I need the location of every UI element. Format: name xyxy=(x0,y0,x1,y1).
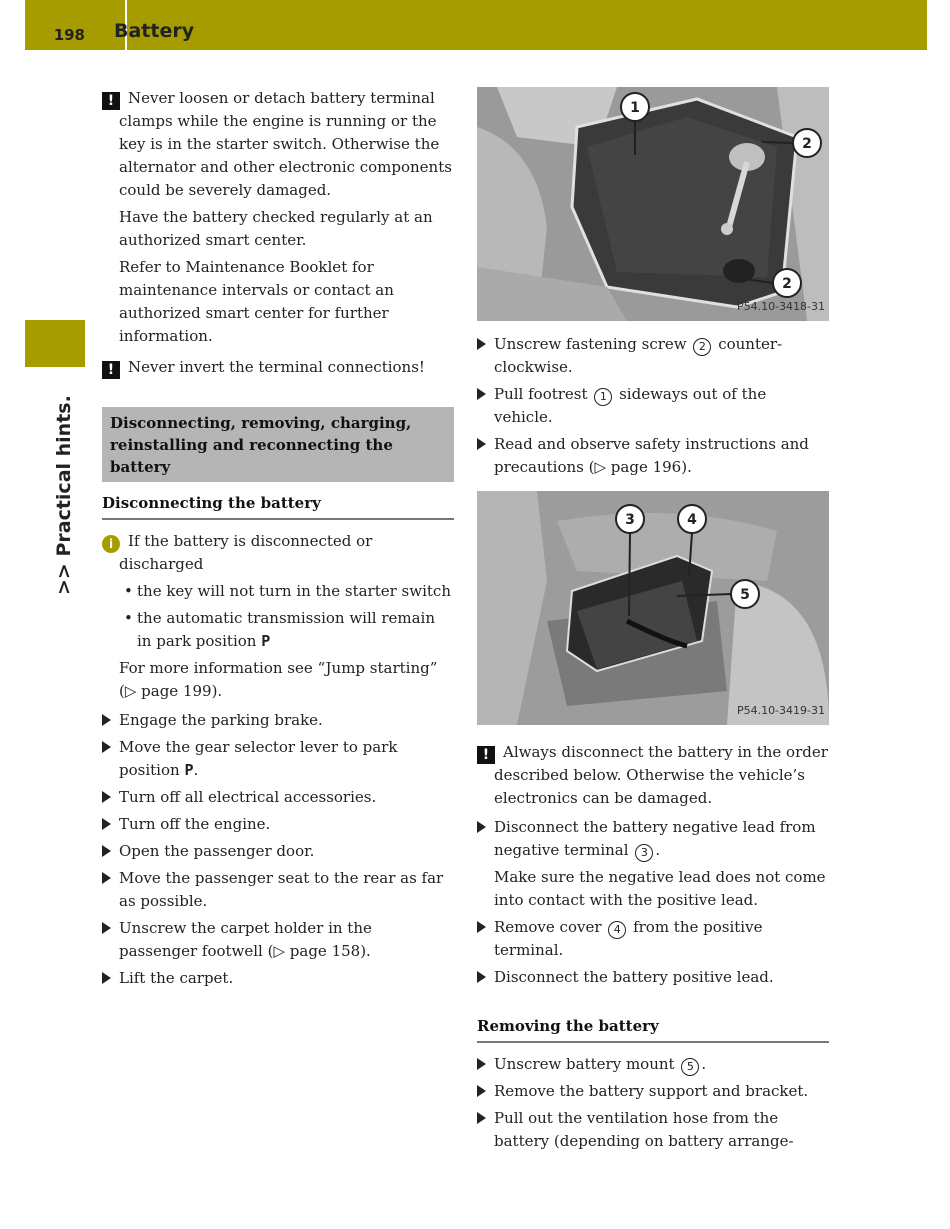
callout-ref: 4 xyxy=(608,921,626,939)
step-text: Remove the battery support and bracket. xyxy=(494,1082,809,1100)
step-item xyxy=(102,813,454,836)
step-arrow-icon xyxy=(102,845,111,857)
step-text: counter-clockwise. xyxy=(494,335,783,376)
paragraph: Refer to Maintenance Booklet for maintenance intervals or contact an authorized smart center for further information. xyxy=(119,258,394,345)
callout-4: 4 xyxy=(687,512,697,528)
step-item xyxy=(477,1053,829,1076)
bullet-list xyxy=(102,580,454,653)
step-arrow-icon xyxy=(102,791,111,803)
step-item xyxy=(102,840,454,863)
warning-text: Never loosen or detach battery terminal clamps while the engine is running or the key is in the starter switch. Otherwise the alternator and other electronic components could be severely damaged. xyxy=(119,89,452,199)
page-title: Battery xyxy=(114,20,195,42)
step-text: Turn off all electrical accessories. xyxy=(119,788,377,806)
subsection-heading: Removing the battery xyxy=(477,1015,829,1043)
chapter-tab-label: >> Practical hints. xyxy=(53,395,75,595)
warning-note xyxy=(102,356,454,379)
step-text: Move the gear selector lever to park position xyxy=(119,738,398,779)
step-item xyxy=(477,916,829,962)
step-item xyxy=(477,383,829,429)
info-note xyxy=(102,530,454,576)
step-item xyxy=(477,816,829,862)
step-arrow-icon xyxy=(102,872,111,884)
step-item xyxy=(477,333,829,379)
step-text: from the positive terminal. xyxy=(494,918,763,959)
callout-ref: 2 xyxy=(693,338,711,356)
step-text: . xyxy=(193,761,199,779)
step-text: . xyxy=(701,1055,707,1073)
park-letter: P xyxy=(184,761,194,779)
warning-note xyxy=(102,87,454,202)
image-code: P54.10-3418-31 xyxy=(736,300,825,313)
step-item xyxy=(102,917,454,963)
step-arrow-icon xyxy=(477,438,486,450)
step-item xyxy=(102,967,454,990)
warning-icon: ! xyxy=(102,361,120,379)
callout-1: 1 xyxy=(630,100,640,116)
list-item: • the key will not turn in the starter switch xyxy=(124,582,451,600)
step-item xyxy=(477,1107,829,1153)
footrest-photo xyxy=(477,87,829,321)
left-column xyxy=(102,87,454,994)
step-text: Move the passenger seat to the rear as far as possible. xyxy=(119,869,444,910)
step-text: Turn off the engine. xyxy=(119,815,271,833)
paragraph: Make sure the negative lead does not come into contact with the positive lead. xyxy=(494,868,826,909)
paragraph: For more information see “Jump starting” (▷ page 199). xyxy=(119,659,438,700)
callout-ref: 3 xyxy=(635,844,653,862)
step-arrow-icon xyxy=(477,388,486,400)
info-text: If the battery is disconnected or discharged xyxy=(119,532,373,573)
step-text: Pull footrest xyxy=(494,385,588,403)
subsection-heading: Disconnecting the battery xyxy=(102,492,454,520)
step-text: Unscrew the carpet holder in the passenger footwell (▷ page 158). xyxy=(119,919,372,960)
right-column xyxy=(477,87,829,1157)
step-list xyxy=(102,709,454,990)
step-list xyxy=(477,333,829,479)
list-item-text: the automatic transmission will remain in park position xyxy=(137,609,436,650)
step-text: . xyxy=(655,841,661,859)
step-arrow-icon xyxy=(102,922,111,934)
warning-icon: ! xyxy=(477,746,495,764)
step-arrow-icon xyxy=(477,1085,486,1097)
step-text: sideways out of the vehicle. xyxy=(494,385,767,426)
step-arrow-icon xyxy=(477,338,486,350)
callout-2: 2 xyxy=(802,136,812,152)
page-header xyxy=(25,0,927,50)
warning-text: Always disconnect the battery in the order described below. Otherwise the vehicle’s electronics can be damaged. xyxy=(494,743,828,807)
warning-icon: ! xyxy=(102,92,120,110)
step-arrow-icon xyxy=(477,821,486,833)
callout-3: 3 xyxy=(625,512,635,528)
step-item xyxy=(477,966,829,989)
battery-illustration xyxy=(477,491,829,725)
callout-2: 2 xyxy=(782,276,792,292)
chapter-tab-marker xyxy=(25,320,85,367)
step-arrow-icon xyxy=(477,1058,486,1070)
step-arrow-icon xyxy=(102,972,111,984)
footrest-illustration xyxy=(477,87,829,321)
step-text: Disconnect the battery positive lead. xyxy=(494,968,774,986)
step-item xyxy=(102,867,454,913)
image-code: P54.10-3419-31 xyxy=(736,704,825,717)
park-letter: P xyxy=(261,632,271,650)
step-item xyxy=(102,709,454,732)
step-text: Pull out the ventilation hose from the battery (depending on battery arrange- xyxy=(494,1109,794,1150)
callout-ref: 5 xyxy=(681,1058,699,1076)
step-text: Remove cover xyxy=(494,918,602,936)
step-arrow-icon xyxy=(102,741,111,753)
info-icon: i xyxy=(102,535,120,553)
step-text: Open the passenger door. xyxy=(119,842,315,860)
step-arrow-icon xyxy=(477,921,486,933)
list-item: • the automatic transmission will remain in park position P xyxy=(124,609,436,650)
paragraph: Have the battery checked regularly at an authorized smart center. xyxy=(119,208,433,249)
callout-5: 5 xyxy=(740,587,750,603)
step-arrow-icon xyxy=(477,1112,486,1124)
step-arrow-icon xyxy=(102,714,111,726)
step-text: Unscrew fastening screw xyxy=(494,335,687,353)
callout-ref: 1 xyxy=(594,388,612,406)
battery-photo xyxy=(477,491,829,725)
step-arrow-icon xyxy=(102,818,111,830)
step-item xyxy=(477,433,829,479)
warning-text: Never invert the terminal connections! xyxy=(128,358,425,376)
page-number: 198 xyxy=(53,26,85,44)
step-item xyxy=(102,786,454,809)
step-list xyxy=(477,916,829,989)
step-text: Disconnect the battery negative lead from negative terminal xyxy=(494,818,816,859)
list-item-text: the key will not turn in the starter switch xyxy=(137,582,451,600)
warning-note xyxy=(477,741,829,810)
section-heading: Disconnecting, removing, charging, reinstalling and reconnecting the battery xyxy=(102,407,454,482)
step-text: Read and observe safety instructions and precautions (▷ page 196). xyxy=(494,435,809,476)
step-arrow-icon xyxy=(477,971,486,983)
step-text: Engage the parking brake. xyxy=(119,711,323,729)
step-list xyxy=(477,1053,829,1153)
step-item xyxy=(102,736,454,782)
step-list xyxy=(477,816,829,862)
step-text: Lift the carpet. xyxy=(119,969,234,987)
step-text: Unscrew battery mount xyxy=(494,1055,675,1073)
step-item xyxy=(477,1080,829,1103)
